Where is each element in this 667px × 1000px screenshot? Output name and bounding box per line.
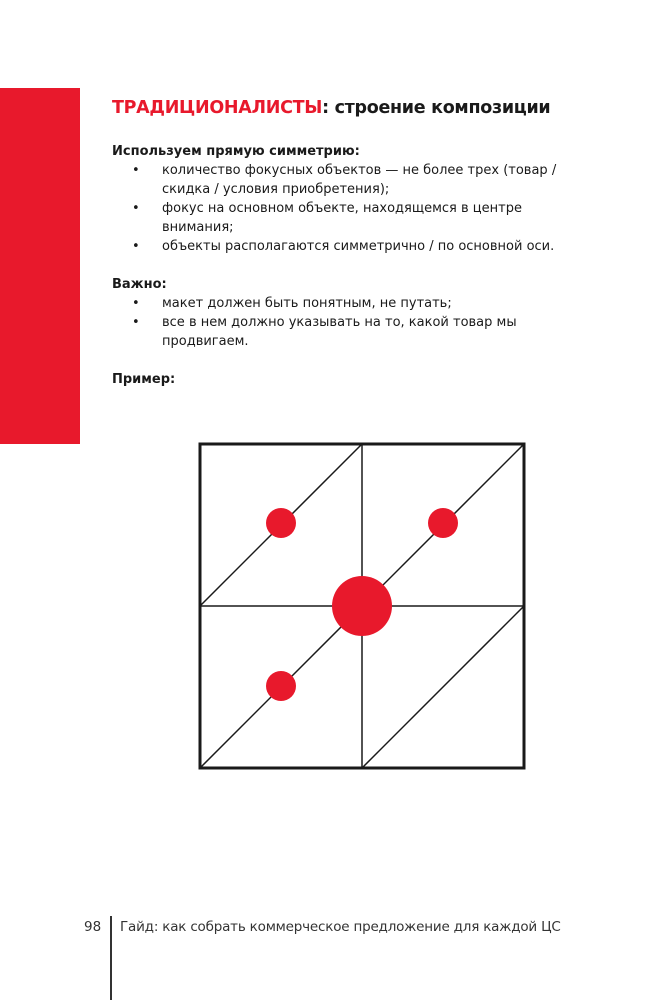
red-side-block	[0, 88, 80, 444]
title-accent: ТРАДИЦИОНАЛИСТЫ	[112, 98, 323, 118]
section-heading: Используем прямую симметрию:	[112, 144, 360, 159]
focus-point-small	[266, 508, 296, 538]
list-item: • фокус на основном объекте, находящемся в центре внимания;	[112, 199, 582, 237]
running-footer: Гайд: как собрать коммерческое предложение для каждой ЦС	[120, 919, 561, 935]
symmetry-diagram	[198, 442, 528, 772]
list-item: • количество фокусных объектов — не более трех (товар / скидка / условия приобретения);	[112, 161, 582, 199]
title-rest: : строение композиции	[322, 98, 551, 118]
content	[112, 142, 582, 389]
list-item: • макет должен быть понятным, не путать;	[112, 294, 582, 313]
section-heading: Важно:	[112, 277, 167, 292]
focus-point-main	[332, 576, 392, 636]
page-number: 98	[84, 919, 102, 935]
section-heading: Пример:	[112, 372, 176, 387]
focus-point-small	[428, 508, 458, 538]
focus-point-small	[266, 671, 296, 701]
list-item: • все в нем должно указывать на то, какой товар мы продвигаем.	[112, 313, 582, 351]
diagonal-line	[362, 606, 524, 768]
bullet-list	[112, 161, 582, 256]
bullet-list	[112, 294, 582, 351]
footer-divider	[110, 916, 112, 1000]
page-title	[112, 98, 550, 118]
list-item: • объекты располагаются симметрично / по основной оси.	[112, 237, 582, 256]
